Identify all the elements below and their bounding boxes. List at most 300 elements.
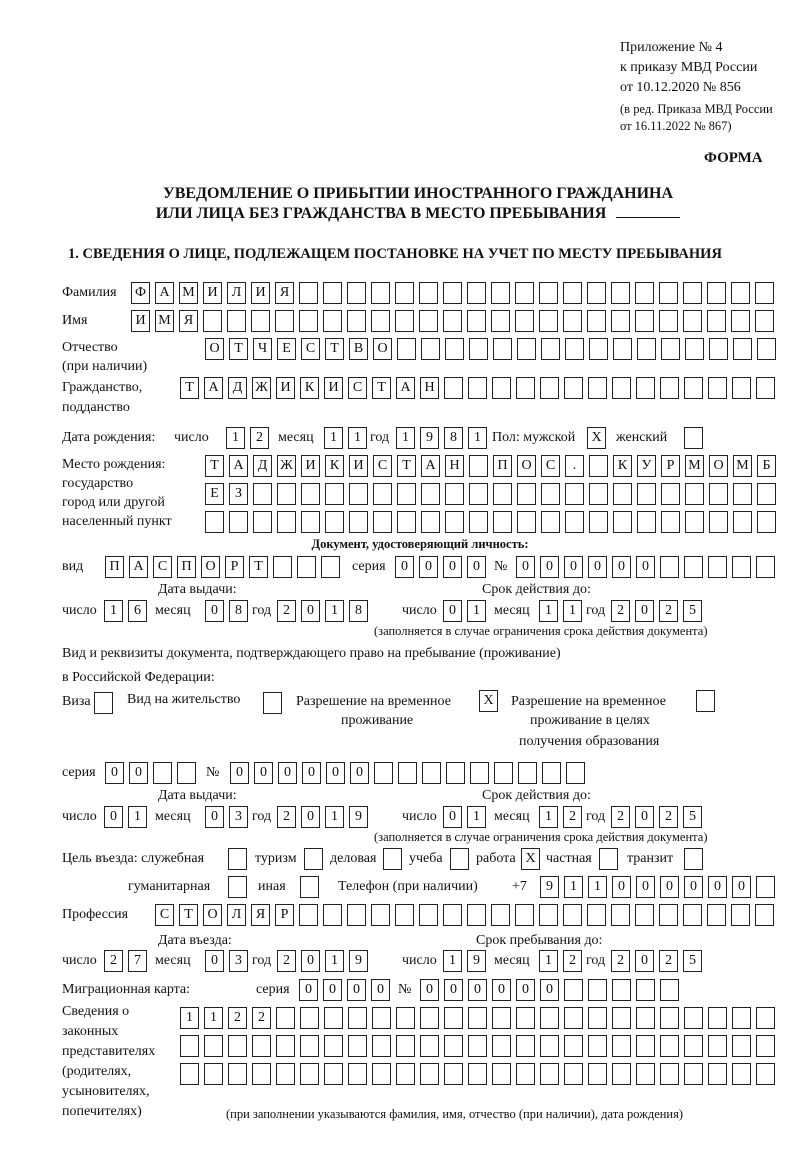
purpose-transit-checkbox[interactable] bbox=[684, 848, 703, 870]
char-cell[interactable] bbox=[468, 377, 487, 399]
char-cell[interactable] bbox=[469, 338, 488, 360]
char-cell[interactable] bbox=[396, 1063, 415, 1085]
char-cell[interactable] bbox=[251, 310, 270, 332]
title-blank-line[interactable] bbox=[616, 217, 680, 218]
char-cell[interactable] bbox=[565, 338, 584, 360]
char-cell[interactable] bbox=[444, 1007, 463, 1029]
char-cell[interactable] bbox=[660, 1007, 679, 1029]
char-cell[interactable] bbox=[467, 310, 486, 332]
char-cell[interactable]: 1 bbox=[128, 806, 147, 828]
char-cell[interactable]: 1 bbox=[564, 876, 583, 898]
char-cell[interactable] bbox=[564, 377, 583, 399]
char-cell[interactable] bbox=[636, 1035, 655, 1057]
char-cell[interactable] bbox=[446, 762, 465, 784]
char-cell[interactable] bbox=[324, 1035, 343, 1057]
char-cell[interactable] bbox=[708, 1035, 727, 1057]
char-cell[interactable] bbox=[153, 762, 172, 784]
char-cell[interactable]: Ч bbox=[253, 338, 272, 360]
char-cell[interactable] bbox=[732, 1007, 751, 1029]
id-number-cells[interactable] bbox=[516, 556, 775, 578]
char-cell[interactable]: П bbox=[177, 556, 196, 578]
char-cell[interactable]: 1 bbox=[348, 427, 367, 449]
char-cell[interactable]: В bbox=[349, 338, 368, 360]
char-cell[interactable] bbox=[470, 762, 489, 784]
char-cell[interactable] bbox=[372, 1063, 391, 1085]
char-cell[interactable] bbox=[228, 876, 247, 898]
char-cell[interactable] bbox=[228, 848, 247, 870]
char-cell[interactable] bbox=[445, 338, 464, 360]
char-cell[interactable] bbox=[180, 1063, 199, 1085]
char-cell[interactable]: 0 bbox=[254, 762, 273, 784]
char-cell[interactable]: 1 bbox=[443, 950, 462, 972]
entry-dates-year-cells-a[interactable] bbox=[277, 950, 368, 972]
entry-dates-month-cells-a[interactable] bbox=[205, 950, 248, 972]
char-cell[interactable]: 0 bbox=[443, 600, 462, 622]
char-cell[interactable]: 9 bbox=[349, 806, 368, 828]
char-cell[interactable] bbox=[349, 483, 368, 505]
char-cell[interactable]: А bbox=[396, 377, 415, 399]
char-cell[interactable] bbox=[468, 1007, 487, 1029]
char-cell[interactable]: 0 bbox=[419, 556, 438, 578]
entry-dates-month-cells-b[interactable] bbox=[539, 950, 582, 972]
char-cell[interactable] bbox=[420, 1007, 439, 1029]
char-cell[interactable]: Т bbox=[397, 455, 416, 477]
char-cell[interactable]: 1 bbox=[467, 806, 486, 828]
char-cell[interactable] bbox=[372, 1035, 391, 1057]
stay-dates-year-cells-b[interactable] bbox=[611, 806, 702, 828]
char-cell[interactable]: Д bbox=[253, 455, 272, 477]
char-cell[interactable]: Я bbox=[251, 904, 270, 926]
char-cell[interactable] bbox=[564, 1035, 583, 1057]
birth-day-cells[interactable] bbox=[226, 427, 269, 449]
char-cell[interactable]: 0 bbox=[468, 979, 487, 1001]
char-cell[interactable] bbox=[297, 556, 316, 578]
char-cell[interactable]: А bbox=[129, 556, 148, 578]
char-cell[interactable]: И bbox=[324, 377, 343, 399]
char-cell[interactable] bbox=[661, 338, 680, 360]
char-cell[interactable]: 0 bbox=[326, 762, 345, 784]
char-cell[interactable]: 0 bbox=[684, 876, 703, 898]
id-dates-month-cells-b[interactable] bbox=[539, 600, 582, 622]
char-cell[interactable] bbox=[587, 904, 606, 926]
char-cell[interactable] bbox=[684, 377, 703, 399]
char-cell[interactable] bbox=[349, 511, 368, 533]
citizenship-cells[interactable] bbox=[180, 377, 775, 399]
char-cell[interactable]: 6 bbox=[128, 600, 147, 622]
char-cell[interactable]: О bbox=[517, 455, 536, 477]
char-cell[interactable]: О bbox=[205, 338, 224, 360]
char-cell[interactable] bbox=[494, 762, 513, 784]
char-cell[interactable] bbox=[685, 511, 704, 533]
char-cell[interactable] bbox=[515, 904, 534, 926]
char-cell[interactable]: 0 bbox=[420, 979, 439, 1001]
char-cell[interactable] bbox=[563, 310, 582, 332]
char-cell[interactable] bbox=[756, 377, 775, 399]
purpose-work-checkbox[interactable] bbox=[521, 848, 540, 870]
char-cell[interactable] bbox=[252, 1035, 271, 1057]
char-cell[interactable] bbox=[397, 483, 416, 505]
stay-dates-month-cells-b[interactable] bbox=[539, 806, 582, 828]
char-cell[interactable]: 0 bbox=[205, 950, 224, 972]
char-cell[interactable] bbox=[637, 338, 656, 360]
entry-dates-day-cells-a[interactable] bbox=[104, 950, 147, 972]
char-cell[interactable]: . bbox=[565, 455, 584, 477]
char-cell[interactable] bbox=[660, 377, 679, 399]
char-cell[interactable] bbox=[467, 904, 486, 926]
char-cell[interactable] bbox=[613, 511, 632, 533]
char-cell[interactable]: М bbox=[155, 310, 174, 332]
char-cell[interactable]: Ж bbox=[277, 455, 296, 477]
char-cell[interactable]: С bbox=[373, 455, 392, 477]
char-cell[interactable] bbox=[517, 483, 536, 505]
char-cell[interactable] bbox=[277, 511, 296, 533]
char-cell[interactable] bbox=[613, 483, 632, 505]
char-cell[interactable]: 2 bbox=[611, 806, 630, 828]
char-cell[interactable]: 1 bbox=[468, 427, 487, 449]
char-cell[interactable] bbox=[396, 1035, 415, 1057]
char-cell[interactable] bbox=[445, 483, 464, 505]
char-cell[interactable] bbox=[515, 310, 534, 332]
char-cell[interactable] bbox=[684, 1063, 703, 1085]
stay-dates-day-cells-a[interactable] bbox=[104, 806, 147, 828]
char-cell[interactable] bbox=[443, 282, 462, 304]
char-cell[interactable]: 0 bbox=[636, 556, 655, 578]
char-cell[interactable]: Л bbox=[227, 282, 246, 304]
purpose-service-checkbox[interactable] bbox=[228, 848, 247, 870]
char-cell[interactable] bbox=[696, 690, 715, 712]
char-cell[interactable]: 1 bbox=[396, 427, 415, 449]
char-cell[interactable] bbox=[276, 1063, 295, 1085]
purpose-humanitarian-checkbox[interactable] bbox=[228, 876, 247, 898]
name-cells[interactable] bbox=[131, 310, 774, 332]
char-cell[interactable] bbox=[684, 427, 703, 449]
char-cell[interactable] bbox=[347, 282, 366, 304]
char-cell[interactable] bbox=[683, 310, 702, 332]
char-cell[interactable]: 2 bbox=[252, 1007, 271, 1029]
char-cell[interactable]: 1 bbox=[563, 600, 582, 622]
char-cell[interactable] bbox=[371, 904, 390, 926]
char-cell[interactable] bbox=[732, 1035, 751, 1057]
char-cell[interactable] bbox=[659, 282, 678, 304]
char-cell[interactable] bbox=[659, 904, 678, 926]
char-cell[interactable] bbox=[348, 1035, 367, 1057]
char-cell[interactable] bbox=[273, 556, 292, 578]
reps-cells-1[interactable] bbox=[180, 1007, 775, 1029]
char-cell[interactable]: 1 bbox=[324, 427, 343, 449]
char-cell[interactable] bbox=[444, 1063, 463, 1085]
char-cell[interactable] bbox=[755, 282, 774, 304]
char-cell[interactable] bbox=[637, 511, 656, 533]
char-cell[interactable] bbox=[445, 511, 464, 533]
char-cell[interactable] bbox=[709, 338, 728, 360]
id-kind-cells[interactable] bbox=[105, 556, 340, 578]
visa-checkbox[interactable] bbox=[94, 692, 113, 714]
char-cell[interactable]: 2 bbox=[104, 950, 123, 972]
char-cell[interactable]: 2 bbox=[228, 1007, 247, 1029]
char-cell[interactable]: Б bbox=[757, 455, 776, 477]
char-cell[interactable]: 0 bbox=[564, 556, 583, 578]
char-cell[interactable]: Н bbox=[420, 377, 439, 399]
char-cell[interactable] bbox=[540, 1035, 559, 1057]
id-dates-month-cells-a[interactable] bbox=[205, 600, 248, 622]
char-cell[interactable] bbox=[325, 483, 344, 505]
char-cell[interactable]: 0 bbox=[635, 950, 654, 972]
char-cell[interactable] bbox=[467, 282, 486, 304]
char-cell[interactable]: 2 bbox=[659, 806, 678, 828]
char-cell[interactable] bbox=[612, 1063, 631, 1085]
birth-month-cells[interactable] bbox=[324, 427, 367, 449]
char-cell[interactable]: Ф bbox=[131, 282, 150, 304]
char-cell[interactable]: Я bbox=[275, 282, 294, 304]
char-cell[interactable] bbox=[515, 282, 534, 304]
char-cell[interactable] bbox=[732, 377, 751, 399]
birthplace-cells-1[interactable] bbox=[205, 455, 776, 477]
char-cell[interactable] bbox=[635, 282, 654, 304]
char-cell[interactable] bbox=[301, 511, 320, 533]
char-cell[interactable] bbox=[227, 310, 246, 332]
char-cell[interactable] bbox=[228, 1063, 247, 1085]
entry-dates-year-cells-b[interactable] bbox=[611, 950, 702, 972]
char-cell[interactable] bbox=[419, 310, 438, 332]
char-cell[interactable]: И bbox=[131, 310, 150, 332]
char-cell[interactable] bbox=[443, 310, 462, 332]
char-cell[interactable] bbox=[636, 1007, 655, 1029]
char-cell[interactable]: Т bbox=[249, 556, 268, 578]
char-cell[interactable] bbox=[373, 483, 392, 505]
char-cell[interactable] bbox=[611, 282, 630, 304]
char-cell[interactable] bbox=[613, 338, 632, 360]
char-cell[interactable] bbox=[420, 1063, 439, 1085]
char-cell[interactable]: 5 bbox=[683, 600, 702, 622]
char-cell[interactable] bbox=[541, 338, 560, 360]
char-cell[interactable] bbox=[492, 1007, 511, 1029]
char-cell[interactable]: 0 bbox=[301, 600, 320, 622]
char-cell[interactable] bbox=[300, 876, 319, 898]
char-cell[interactable]: Т bbox=[180, 377, 199, 399]
char-cell[interactable] bbox=[756, 556, 775, 578]
char-cell[interactable]: К bbox=[325, 455, 344, 477]
char-cell[interactable] bbox=[755, 904, 774, 926]
char-cell[interactable] bbox=[180, 1035, 199, 1057]
residence-permit-checkbox[interactable] bbox=[263, 692, 282, 714]
char-cell[interactable] bbox=[443, 904, 462, 926]
sex-female-checkbox[interactable] bbox=[684, 427, 703, 449]
char-cell[interactable] bbox=[612, 1035, 631, 1057]
char-cell[interactable]: 0 bbox=[635, 806, 654, 828]
char-cell[interactable] bbox=[685, 483, 704, 505]
char-cell[interactable] bbox=[347, 310, 366, 332]
char-cell[interactable]: И bbox=[276, 377, 295, 399]
id-dates-year-cells-a[interactable] bbox=[277, 600, 368, 622]
char-cell[interactable] bbox=[685, 338, 704, 360]
char-cell[interactable] bbox=[588, 979, 607, 1001]
char-cell[interactable] bbox=[395, 310, 414, 332]
char-cell[interactable]: Т bbox=[325, 338, 344, 360]
char-cell[interactable] bbox=[299, 310, 318, 332]
reps-cells-3[interactable] bbox=[180, 1063, 775, 1085]
char-cell[interactable] bbox=[205, 511, 224, 533]
char-cell[interactable]: 0 bbox=[323, 979, 342, 1001]
char-cell[interactable]: 0 bbox=[516, 979, 535, 1001]
id-dates-year-cells-b[interactable] bbox=[611, 600, 702, 622]
char-cell[interactable]: 0 bbox=[467, 556, 486, 578]
char-cell[interactable] bbox=[422, 762, 441, 784]
char-cell[interactable] bbox=[539, 282, 558, 304]
char-cell[interactable]: 1 bbox=[204, 1007, 223, 1029]
char-cell[interactable]: С bbox=[541, 455, 560, 477]
stay-number-cells[interactable] bbox=[230, 762, 585, 784]
char-cell[interactable] bbox=[563, 282, 582, 304]
char-cell[interactable]: К bbox=[300, 377, 319, 399]
char-cell[interactable]: Р bbox=[225, 556, 244, 578]
char-cell[interactable]: 2 bbox=[563, 950, 582, 972]
char-cell[interactable]: И bbox=[203, 282, 222, 304]
sex-male-checkbox[interactable] bbox=[587, 427, 606, 449]
char-cell[interactable] bbox=[708, 377, 727, 399]
char-cell[interactable] bbox=[589, 483, 608, 505]
char-cell[interactable]: 0 bbox=[635, 600, 654, 622]
char-cell[interactable]: А bbox=[155, 282, 174, 304]
char-cell[interactable]: 8 bbox=[349, 600, 368, 622]
char-cell[interactable] bbox=[540, 1007, 559, 1029]
char-cell[interactable] bbox=[324, 1063, 343, 1085]
char-cell[interactable]: 0 bbox=[350, 762, 369, 784]
char-cell[interactable]: 1 bbox=[325, 950, 344, 972]
char-cell[interactable] bbox=[299, 904, 318, 926]
char-cell[interactable]: 0 bbox=[516, 556, 535, 578]
purpose-business-checkbox[interactable] bbox=[383, 848, 402, 870]
char-cell[interactable]: Л bbox=[227, 904, 246, 926]
birthplace-cells-2[interactable] bbox=[205, 483, 776, 505]
char-cell[interactable]: 0 bbox=[230, 762, 249, 784]
char-cell[interactable] bbox=[636, 1063, 655, 1085]
char-cell[interactable] bbox=[612, 377, 631, 399]
char-cell[interactable] bbox=[383, 848, 402, 870]
char-cell[interactable] bbox=[660, 556, 679, 578]
char-cell[interactable]: 0 bbox=[443, 806, 462, 828]
char-cell[interactable] bbox=[491, 310, 510, 332]
char-cell[interactable] bbox=[563, 904, 582, 926]
birthplace-cells-3[interactable] bbox=[205, 511, 776, 533]
char-cell[interactable] bbox=[756, 876, 775, 898]
char-cell[interactable] bbox=[539, 310, 558, 332]
char-cell[interactable] bbox=[636, 979, 655, 1001]
char-cell[interactable]: М bbox=[685, 455, 704, 477]
char-cell[interactable] bbox=[708, 556, 727, 578]
char-cell[interactable] bbox=[589, 511, 608, 533]
char-cell[interactable] bbox=[468, 1063, 487, 1085]
char-cell[interactable]: Е bbox=[277, 338, 296, 360]
char-cell[interactable] bbox=[204, 1035, 223, 1057]
char-cell[interactable]: 1 bbox=[325, 600, 344, 622]
char-cell[interactable] bbox=[491, 282, 510, 304]
char-cell[interactable]: 2 bbox=[250, 427, 269, 449]
char-cell[interactable] bbox=[684, 848, 703, 870]
char-cell[interactable] bbox=[661, 511, 680, 533]
char-cell[interactable] bbox=[275, 310, 294, 332]
char-cell[interactable]: 0 bbox=[371, 979, 390, 1001]
char-cell[interactable]: К bbox=[613, 455, 632, 477]
char-cell[interactable] bbox=[516, 1035, 535, 1057]
char-cell[interactable]: А bbox=[229, 455, 248, 477]
char-cell[interactable]: 0 bbox=[612, 556, 631, 578]
char-cell[interactable] bbox=[203, 310, 222, 332]
char-cell[interactable] bbox=[419, 282, 438, 304]
phone-cells[interactable] bbox=[540, 876, 775, 898]
char-cell[interactable]: 5 bbox=[683, 950, 702, 972]
char-cell[interactable]: 0 bbox=[708, 876, 727, 898]
char-cell[interactable] bbox=[684, 556, 703, 578]
char-cell[interactable] bbox=[635, 904, 654, 926]
char-cell[interactable]: 1 bbox=[539, 806, 558, 828]
char-cell[interactable]: М bbox=[733, 455, 752, 477]
char-cell[interactable] bbox=[635, 310, 654, 332]
temp-residence-checkbox[interactable] bbox=[479, 690, 498, 712]
char-cell[interactable]: 0 bbox=[395, 556, 414, 578]
purpose-study-checkbox[interactable] bbox=[450, 848, 469, 870]
char-cell[interactable]: 2 bbox=[659, 950, 678, 972]
char-cell[interactable]: 0 bbox=[104, 806, 123, 828]
char-cell[interactable]: 0 bbox=[299, 979, 318, 1001]
char-cell[interactable] bbox=[587, 310, 606, 332]
char-cell[interactable] bbox=[756, 1007, 775, 1029]
char-cell[interactable]: 0 bbox=[302, 762, 321, 784]
char-cell[interactable] bbox=[493, 511, 512, 533]
char-cell[interactable] bbox=[304, 848, 323, 870]
purpose-tourism-checkbox[interactable] bbox=[304, 848, 323, 870]
char-cell[interactable]: 0 bbox=[205, 806, 224, 828]
char-cell[interactable] bbox=[396, 1007, 415, 1029]
char-cell[interactable]: 2 bbox=[277, 806, 296, 828]
char-cell[interactable] bbox=[611, 310, 630, 332]
char-cell[interactable] bbox=[541, 511, 560, 533]
char-cell[interactable] bbox=[540, 1063, 559, 1085]
char-cell[interactable] bbox=[300, 1035, 319, 1057]
char-cell[interactable] bbox=[321, 556, 340, 578]
migration-series-cells[interactable] bbox=[299, 979, 390, 1001]
surname-cells[interactable] bbox=[131, 282, 774, 304]
char-cell[interactable]: А bbox=[204, 377, 223, 399]
char-cell[interactable] bbox=[300, 1063, 319, 1085]
char-cell[interactable] bbox=[325, 511, 344, 533]
char-cell[interactable]: С bbox=[348, 377, 367, 399]
entry-dates-day-cells-b[interactable] bbox=[443, 950, 486, 972]
char-cell[interactable]: 1 bbox=[467, 600, 486, 622]
char-cell[interactable]: 3 bbox=[229, 806, 248, 828]
char-cell[interactable] bbox=[395, 904, 414, 926]
char-cell[interactable] bbox=[253, 511, 272, 533]
id-dates-day-cells-a[interactable] bbox=[104, 600, 147, 622]
stay-dates-day-cells-b[interactable] bbox=[443, 806, 486, 828]
char-cell[interactable] bbox=[660, 979, 679, 1001]
patronymic-cells[interactable] bbox=[205, 338, 776, 360]
purpose-private-checkbox[interactable] bbox=[599, 848, 618, 870]
char-cell[interactable] bbox=[599, 848, 618, 870]
char-cell[interactable]: 1 bbox=[325, 806, 344, 828]
char-cell[interactable] bbox=[756, 1063, 775, 1085]
char-cell[interactable]: 0 bbox=[588, 556, 607, 578]
char-cell[interactable] bbox=[323, 904, 342, 926]
char-cell[interactable]: Н bbox=[445, 455, 464, 477]
char-cell[interactable] bbox=[661, 483, 680, 505]
char-cell[interactable] bbox=[263, 692, 282, 714]
char-cell[interactable]: 1 bbox=[539, 600, 558, 622]
char-cell[interactable]: О bbox=[201, 556, 220, 578]
char-cell[interactable]: 1 bbox=[180, 1007, 199, 1029]
char-cell[interactable] bbox=[469, 483, 488, 505]
char-cell[interactable]: Т bbox=[372, 377, 391, 399]
char-cell[interactable]: Р bbox=[275, 904, 294, 926]
